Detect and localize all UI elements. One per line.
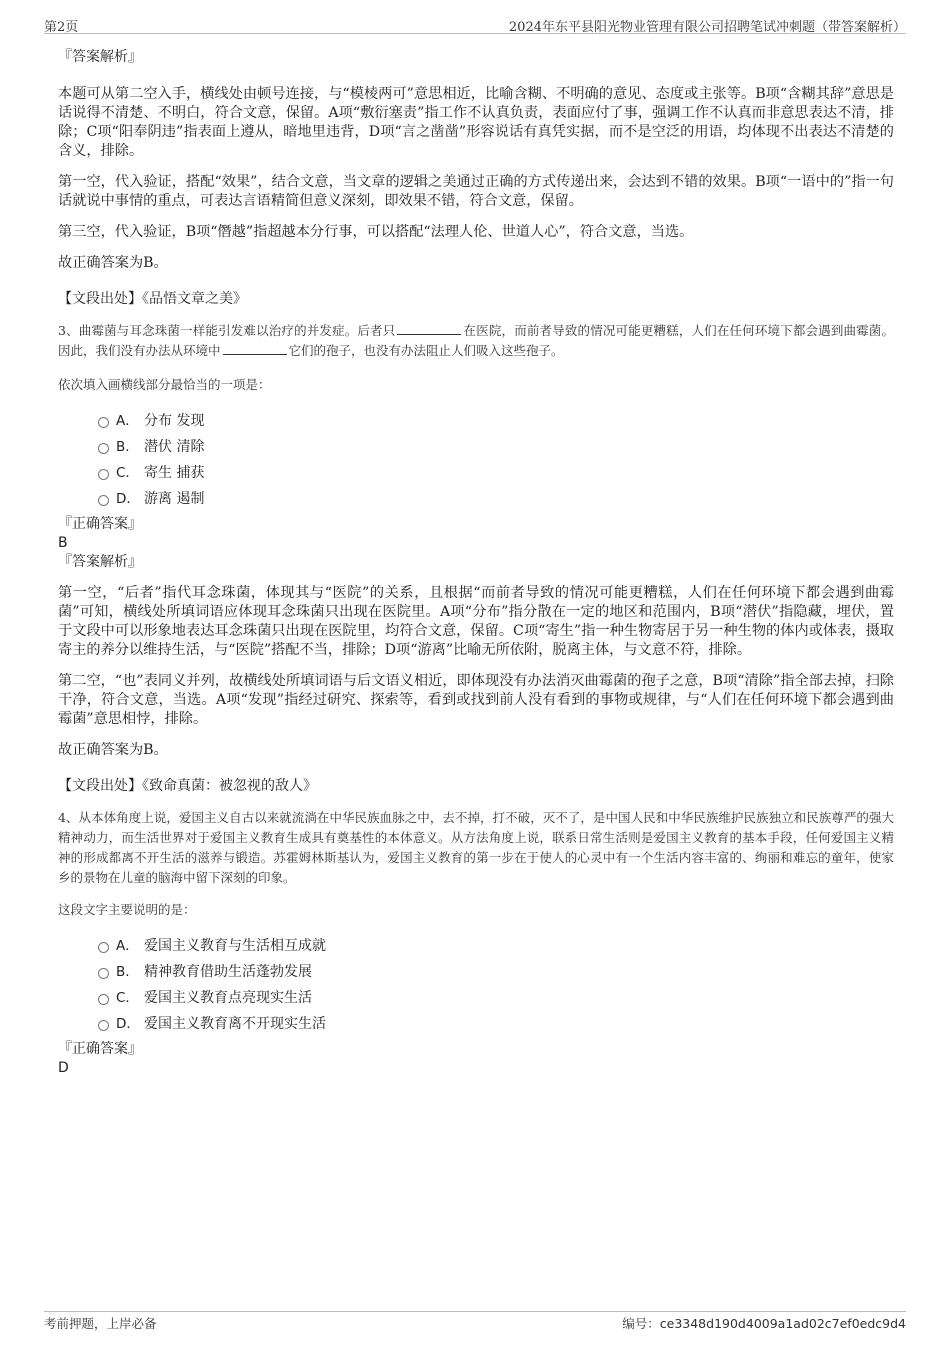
fill-blank [397,322,461,335]
question-3-options [58,408,894,512]
question-3-stem: 3、曲霉菌与耳念珠菌一样能引发难以治疗的并发症。后者只 在医院，而前者导致的情况可能更糟糕，人们在任何环境下都会遇到曲霉菌。因此，我们没有办法从环境中 它们的孢子，也没有办法阻止人们吸入这些孢子。 [58,323,894,358]
option-c[interactable]: C． 寄生 捕获 [58,460,894,486]
fill-blank [223,342,287,355]
analysis-paragraph: 第二空，“也”表同义并列，故横线处所填词语与后文语义相近，即体现没有办法消灭曲霉菌的孢子之意，B项“清除”指全部去掉，扫除干净，符合文意，当选。A项“发现”指经过研究、探索等，看到或找到前人没有看到的事物或规律，与“人们在任何环境下都会遇到曲霉菌”意思相悖，排除。 [58,673,894,727]
analysis-paragraph: 第一空，代入验证，搭配“效果”，结合文意，当文章的逻辑之美通过正确的方式传递出来，会达到不错的效果。B项“一语中的”指一句话就说中事情的重点，可表达言语精简但意义深刻，即效果不错，符合文意，保留。 [58,174,894,209]
option-a[interactable]: A． 爱国主义教育与生活相互成就 [58,933,894,959]
source-citation: 【文段出处】《致命真菌：被忽视的敌人》 [58,778,317,794]
answer-conclusion: 故正确答案为B。 [58,255,168,271]
question-3-prompt: 依次填入画横线部分最恰当的一项是： [58,377,271,392]
option-a[interactable]: A． 分布 发现 [58,408,894,434]
document-code: 编号：ce3348d190d4009a1ad02c7ef0edc9d4 [622,1316,906,1331]
footer-slogan: 考前押题，上岸必备 [44,1316,157,1331]
analysis-paragraph: 第一空，“后者”指代耳念珠菌，体现其与“医院”的关系，且根据“而前者导致的情况可能更糟糕，人们在任何环境下都会遇到曲霉菌”可知，横线处所填词语应体现耳念珠菌只出现在医院里。A项“分布”指分散在一定的地区和范围内，B项“潜伏”指隐藏，埋伏，置于文段中可以形象地表达耳念珠菌只出现在医院里，均符合文意，保留。C项“寄生”指一种生物寄居于另一种生物的体内或体表，摄取寄主的养分以维持生活，与“医院”搭配不当，排除；D项“游离”比喻无所依附，脱离主体，与文意不符，排除。 [58,585,894,658]
correct-answer-label: 『正确答案』 [58,1041,142,1057]
radio-button[interactable] [98,994,109,1005]
correct-answer-label: 『正确答案』 [58,516,142,532]
header-divider [44,33,906,34]
document-title: 2024年东平县阳光物业管理有限公司招聘笔试冲刺题（带答案解析） [508,20,906,35]
radio-button[interactable] [98,968,109,979]
answer-conclusion: 故正确答案为B。 [58,742,168,758]
correct-answer: D [58,1060,69,1076]
radio-button[interactable] [98,942,109,953]
source-citation: 【文段出处】《品悟文章之美》 [58,291,247,307]
analysis-paragraph: 第三空，代入验证，B项“僭越”指超越本分行事，可以搭配“法理人伦、世道人心”，符合文意，当选。 [58,224,694,240]
analysis-paragraph: 本题可从第二空入手，横线处由顿号连接，与“模棱两可”意思相近，比喻含糊、不明确的意见、态度或主张等。B项“含糊其辞”意思是话说得不清楚、不明白，符合文意，保留。A项“敷衍塞责”指工作不认真负责，表面应付了事，强调工作不认真而非意思表达不清，排除；C项“阳奉阴违”指表面上遵从，暗地里违背，D项“言之凿凿”形容说话有真凭实据，而不是空泛的用语，均体现不出表达不清楚的含义，排除。 [58,86,894,159]
page-number: 第2页 [44,20,79,35]
analysis-label: 『答案解析』 [58,554,142,570]
correct-answer: B [58,535,68,551]
option-c[interactable]: C． 爱国主义教育点亮现实生活 [58,985,894,1011]
option-b[interactable]: B． 潜伏 清除 [58,434,894,460]
question-4-prompt: 这段文字主要说明的是： [58,902,196,917]
question-4-stem: 4、从本体角度上说，爱国主义自古以来就流淌在中华民族血脉之中，去不掉，打不破，灭不了，是中国人民和中华民族维护民族独立和民族尊严的强大精神动力，而生活世界对于爱国主义教育生成具有奠基性的本体意义。从方法角度上说，联系日常生活则是爱国主义教育的基本手段，任何爱国主义精神的形成都离不开生活的滋养与锻造。苏霍姆林斯基认为，爱国主义教育的第一步在于使人的心灵中有一个生活内容丰富的、绚丽和难忘的童年，使家乡的景物在儿童的脑海中留下深刻的印象。 [58,810,894,885]
radio-button[interactable] [98,1020,109,1031]
page-content [58,40,894,1077]
option-d[interactable]: D． 游离 遏制 [58,486,894,512]
radio-button[interactable] [98,443,109,454]
option-d[interactable]: D． 爱国主义教育离不开现实生活 [58,1011,894,1037]
page-header [44,12,906,34]
question-4-options [58,933,894,1037]
radio-button[interactable] [98,417,109,428]
radio-button[interactable] [98,495,109,506]
option-b[interactable]: B． 精神教育借助生活蓬勃发展 [58,959,894,985]
footer-divider [44,1311,906,1312]
radio-button[interactable] [98,469,109,480]
analysis-label: 『答案解析』 [58,49,142,65]
